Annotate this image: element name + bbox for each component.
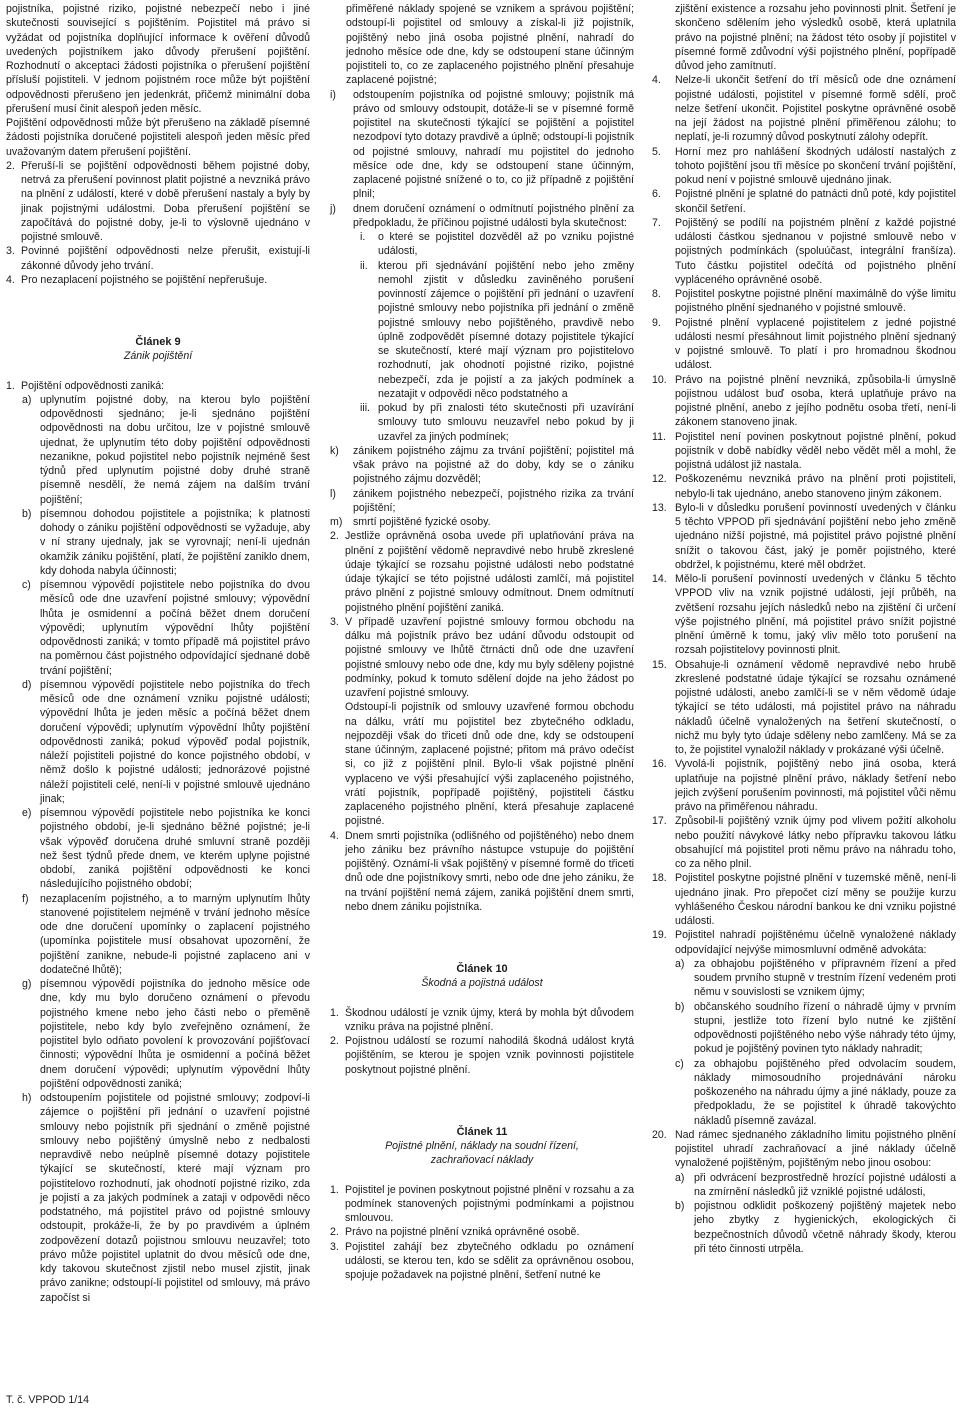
- item-text: pojistnou odklidit poškozený pojištěný majetek nebo jeho zbytky z hygienických, ekologických či bezpečnostních důvodů včetně náhrady škody, kterou při této činnosti utrpěla.: [694, 1200, 956, 1255]
- item-roman: ii.: [360, 259, 368, 272]
- numbered-item: [330, 1006, 634, 1035]
- item-text: při odvrácení bezprostředně hrozící pojistné události a na zmírnění následků již vzniklé pojistné události,: [694, 1171, 956, 1198]
- item-text: dnem doručení oznámení o odmítnutí pojistného plnění za předpokladu, že příčinou pojistné události byla skutečnost:: [353, 202, 634, 229]
- item-text: pokud by při znalosti této skutečnosti při uzavírání smlouvy tuto smlouvu neuzavřel nebo pokud by ji uzavřel za jiných podmínek;: [378, 402, 634, 443]
- item-letter: c): [22, 579, 31, 591]
- item-text: o které se pojistitel dozvěděl až po vzniku pojistné události,: [378, 231, 634, 258]
- item-text: Pojistné plnění je splatné do patnácti dnů poté, kdy pojistitel skončil šetření.: [675, 188, 956, 215]
- item-letter: b): [675, 1200, 685, 1212]
- item-text: kterou při sjednávání pojištění nebo jeho změny nemohl zjistit v důsledku zaviněného porušení povinností zájemce o pojištění při jednání o uzavření pojistné smlouvy nebo pojistníka při jednání o změně pojistné smlouvy nebo pojištěného, pravdivě nebo úplně zodpovědět písemné dotazy pojistitele týkající se skutečností, které mají význam pro pojistitelovo rozhodnutí, jak ohodnotí pojistné riziko, pojistné nebezpečí, zda je pojistí a za jakých podmínek a nezatajit v odpovědi něco podstatného a: [378, 259, 634, 400]
- numbered-item: [652, 658, 956, 758]
- numbered-item: [652, 316, 956, 373]
- item-number: 10.: [652, 373, 667, 386]
- paragraph: zjištění existence a rozsahu jeho povinnosti plnit. Šetření je skončeno sdělením jeho výsledků osobě, která uplatnila právo na pojistné plnění; na žádost této osoby jí pojistitel v písemné formě zdůvodní výši pojistného plnění, popřípadě důvod jeho zamítnutí.: [675, 3, 956, 72]
- item-number: 16.: [652, 758, 667, 771]
- article-subtitle: Zánik pojištění: [123, 350, 193, 363]
- numbered-item: [6, 159, 310, 245]
- item-text: odstoupením pojistníka od pojistné smlouvy; pojistník má právo od smlouvy odstoupit, dotáže-li se v písemné formě pojistitel na skutečnosti týkající se pojištění a pojistitel nezodpoví tyto dotazy pravdivě a úplně; odstoupí-li pojistník od pojistné smlouvy, nahradí mu pojistitel do jednoho měsíce ode dne, kdy se odstoupení stane účinným, zaplacené pojistné snížené o to, co již případně z pojištění plnil;: [353, 88, 634, 201]
- numbered-item: [652, 187, 956, 216]
- paragraph: Odstoupí-li pojistník od smlouvy uzavřené formou obchodu na dálku, vrátí mu pojistitel bez zbytečného odkladu, nejpozději však do třiceti dnů ode dne, kdy se odstoupení stane účinným, zaplacené pojistné; přitom má právo odečíst si, co již z pojištění plnil. Bylo-li však pojistné plnění vyplaceno ve výši přesahující výši zaplaceného pojistného, vrátí pojistník, popřípadě pojištěný, pojistiteli částku zaplaceného pojistného plnění, která přesahuje zaplacené pojistné.: [345, 701, 634, 828]
- article-title: Článek 9: [135, 336, 181, 348]
- article-title: Článek 10: [456, 963, 508, 975]
- roman-item: [360, 401, 634, 444]
- item-text: písemnou výpovědí pojistitele nebo pojistníka do třech měsíců ode dne oznámení vzniku pojistné události; výpovědní lhůta je jeden měsíc a počíná běžet dnem doručení výpovědi; uplynutím výpovědní lhůty pojištění odpovědnosti zaniká; pokud výpověď podal pojistník, náleží pojistiteli pojistné do konce pojistného období, v němž došlo k pojistné události; jednorázové pojistné náleží pojistiteli celé, není-li v pojistné smlouvě ujednáno jinak;: [40, 678, 310, 805]
- numbered-item: [330, 1225, 634, 1239]
- item-text: písemnou výpovědí pojistitele nebo pojistníka do dvou měsíců ode dne uzavření pojistné smlouvy; výpovědní lhůta je osmidenní a počíná běžet dnem doručení výpovědi; uplynutím výpovědní lhůty pojištění odpovědnosti zaniká; v tomto případě má pojistitel právo na poměrnou část pojistného odpovídající sjednané době trvání pojištění;: [40, 579, 310, 677]
- item-number: 1.: [330, 1006, 339, 1019]
- item-text: odstoupením pojistitele od pojistné smlouvy; zodpoví-li zájemce o pojištění při jednání o uzavření pojistné smlouvy nebo pojistník při sjednání o změně pojistné smlouvy nebo pojištěný úmyslně nebo z nedbalosti nepravdivě nebo neúplně písemné dotazy pojistitele týkající se skutečností, které mají význam pro pojistitelovo rozhodnutí, jak ohodnotí pojistné riziko, zda je pojistí a za jakých podmínek a zataji v odpovědi něco podstatného, má pojistitel právo od pojistné smlouvy odstoupit, prokáže-li, že by po pravdivém a úplném zodpovězení dotazů pojistnou smlouvu neuzavřel; toto právo může pojistitel uplatnit do dvou měsíců ode dne, kdy takovou skutečnost zjistil nebo musel zjistit, jinak právo zanikne; odstoupí-li pojistitel od smlouvy, má právo započíst si: [40, 1092, 310, 1304]
- item-letter: b): [22, 507, 32, 520]
- item-letter: i): [330, 88, 336, 101]
- item-letter: b): [675, 1000, 685, 1013]
- numbered-item: [652, 501, 956, 572]
- letter-item: [675, 1199, 956, 1256]
- item-text: písemnou výpovědí pojistníka do jednoho měsíce ode dne, kdy mu bylo doručeno oznámení o převodu pojistného kmene nebo jeho části nebo o přeměně pojistitele, nebo kdy bylo zveřejněno oznámení, že pojistitel bylo odňato povolení k provozování pojišťovací činnosti; výpovědní lhůta je osmidenní a počíná běžet dnem doručení výpovědi; uplynutím výpovědní lhůty pojištění odpovědnosti zaniká;: [40, 978, 310, 1090]
- item-letter: f): [22, 892, 29, 905]
- item-text: Škodnou událostí je vznik újmy, která by mohla být důvodem vzniku práva na pojistné plnění.: [345, 1006, 634, 1033]
- item-number: 3.: [6, 245, 15, 258]
- item-number: 17.: [652, 815, 667, 828]
- article-9-heading: [6, 335, 310, 364]
- article-10-heading: [330, 962, 634, 991]
- item-text: Obsahuje-li oznámení vědomě nepravdivé nebo hrubě zkreslené podstatné údaje týkající se rozsahu oznámené pojistné události, anebo zamlčí-li se v něm vědomě údaje týkající se této události, má pojistitel právo na náhradu nákladů účelně vynaložených na šetření skutečností, o nichž mu byly tyto údaje sděleny nebo zamlčeny. Má se za to, že pojistitel vynaložil náklady v prokázané výši účelně.: [675, 658, 956, 756]
- letter-item: [330, 202, 634, 231]
- item-text: Pojištění odpovědnosti zaniká:: [21, 379, 165, 392]
- item-text: Právo na pojistné plnění vzniká oprávněné osobě.: [345, 1226, 580, 1239]
- letter-item: [675, 1057, 956, 1128]
- item-text: Pojistnou událostí se rozumí nahodilá škodná událost krytá pojištěním, se kterou je spojen vznik povinnosti pojistitele poskytnout pojistné plnění.: [345, 1035, 634, 1076]
- roman-item: [360, 230, 634, 259]
- item-letter: l): [330, 487, 336, 500]
- numbered-item: [330, 529, 634, 615]
- item-number: 4.: [6, 273, 15, 286]
- middle-column: [330, 2, 634, 1282]
- item-text: smrtí pojištěné fyzické osoby.: [353, 516, 491, 528]
- item-text: Pojistné plnění vyplacené pojistitelem z jedné pojistné události nesmí přesáhnout limit pojistného plnění sjednaný v pojistné smlouvě. To platí i pro hromadnou škodnou událost.: [675, 316, 956, 372]
- letter-item: [22, 393, 310, 507]
- article-11-heading: [330, 1125, 634, 1168]
- numbered-item: [6, 273, 310, 287]
- item-text: Pojistitel poskytne pojistné plnění v tuzemské měně, není-li ujednáno jinak. Pro přepočet cizí měny se použije kurzu vyhlášeného Českou národní bankou ke dni vzniku pojistné události.: [675, 872, 956, 927]
- article-title: Článek 11: [456, 1125, 508, 1138]
- document-code-footer: T. č. VPPOD 1/14: [6, 1394, 90, 1406]
- left-column: [6, 2, 310, 1305]
- numbered-item: [330, 615, 634, 701]
- item-text: Povinné pojištění odpovědnosti nelze přerušit, existují-li zákonné důvody jeho trvání.: [21, 245, 310, 272]
- item-number: 18.: [652, 872, 667, 885]
- letter-item: [330, 444, 634, 487]
- item-letter: a): [22, 393, 32, 406]
- letter-item: [330, 515, 634, 529]
- item-text: Nad rámec sjednaného základního limitu pojistného plnění pojistitel uhradí zachraňovací a jiné náklady účelně vynaložené pojištěným, pojištěným nebo jinou osobou:: [675, 1128, 956, 1170]
- item-text: Pro nezaplacení pojistného se pojištění nepřerušuje.: [21, 273, 268, 286]
- item-number: 1.: [6, 379, 15, 392]
- numbered-item: [652, 373, 956, 430]
- letter-item: [22, 507, 310, 578]
- item-number: 2.: [330, 1226, 339, 1239]
- item-text: písemnou výpovědí pojistitele nebo pojistníka ke konci pojistného období, je-li sjednáno běžné pojistné; je-li však výpověď doručena druhé smluvní straně později než šest týdnů přede dnem, ve kterém uplyne pojistné období, zaniká pojištění odpovědnosti ke konci následujícího pojistného období;: [40, 807, 310, 891]
- paragraph: přiměřené náklady spojené se vznikem a správou pojištění; odstoupí-li pojistitel od smlouvy a získal-li již pojistník, pojištěný nebo jiná osoba pojistné plnění, nahradí do jednoho měsíce ode dne, kdy se odstoupení stane účinným pojistiteli to, co ze zaplaceného pojistného plnění přesahuje zaplacené pojistné;: [346, 3, 634, 87]
- article-subtitle: Škodná a pojistná událost: [421, 977, 543, 990]
- item-letter: d): [22, 678, 32, 691]
- item-number: 2.: [330, 1035, 339, 1047]
- item-number: 20.: [652, 1128, 667, 1141]
- item-number: 3.: [330, 1240, 339, 1253]
- numbered-item: [330, 1183, 634, 1226]
- item-number: 14.: [652, 573, 667, 585]
- letter-item: [22, 578, 310, 678]
- item-text: zánikem pojistného nebezpečí, pojistného rizika za trvání pojištění;: [353, 487, 634, 514]
- item-roman: iii.: [360, 402, 371, 414]
- numbered-item: [6, 244, 310, 273]
- letter-item: [22, 678, 310, 806]
- item-number: 13.: [652, 501, 667, 514]
- item-text: zánikem pojistného zájmu za trvání pojištění; pojistitel má však právo na pojistné až do doby, kdy se o zániku pojistného zájmu dozvěděl;: [353, 444, 634, 486]
- item-text: Pojistitel zahájí bez zbytečného odkladu po oznámení události, se kterou ten, kdo se sdělit za oprávněnou osobou, spojuje požadavek na pojistné plnění, šetření nutné ke: [345, 1240, 634, 1281]
- item-text: Bylo-li v důsledku porušení povinností uvedených v článku 5 těchto VPPOD při sjednávání pojištění nebo jeho změně ujednáno nižší pojistné, má pojistitel právo pojistné plnění snížit o takovou část, jaký je poměr pojistného, které obdržel, k pojistnému, které měl obdržet.: [675, 501, 956, 571]
- item-text: písemnou dohodou pojistitele a pojistníka; k platnosti dohody o zániku pojištění odpovědnosti se vyžaduje, aby v ní strany ujednaly, jak se vyrovnají; není-li ujednán okamžik zániku pojištění, platí, že pojištění zaniklo dnem, kdy dohoda nabyla účinnosti;: [40, 507, 310, 577]
- paragraph: pojistníka, pojistné riziko, pojistné nebezpečí nebo i jiné skutečnosti související s pojištěním. Pojistitel má právo si vyžádat od pojistníka doplňující informace k ověření důvodů uvedených pojistníkem jako důvody přerušení pojištění. Rozhodnutí o akceptaci žádosti pojistníka o přerušení pojištění přísluší pojistiteli. V jednom pojistném roce může být pojištění odpovědnosti přerušeno jen jedenkrát, přičemž minimální doba přerušení musí činit alespoň jeden měsíc.: [6, 3, 310, 115]
- item-number: 4.: [330, 829, 339, 842]
- numbered-item: [652, 145, 956, 188]
- item-number: 11.: [652, 430, 666, 443]
- item-text: Pojistitel poskytne pojistné plnění maximálně do výše limitu pojistného plnění sjednaného v pojistné smlouvě.: [675, 288, 956, 315]
- item-number: 2.: [330, 530, 339, 543]
- letter-item: [22, 1091, 310, 1305]
- item-letter: a): [675, 1171, 685, 1184]
- item-number: 7.: [652, 216, 661, 229]
- item-letter: a): [675, 957, 685, 970]
- item-text: Pojistitel je povinen poskytnout pojistné plnění v rozsahu a za podmínek stanovených pojistnými podmínkami a pojistnou smlouvou.: [345, 1183, 634, 1224]
- item-number: 8.: [652, 288, 661, 300]
- item-number: 15.: [652, 658, 667, 671]
- item-text: nezaplacením pojistného, a to marným uplynutím lhůty stanovené pojistitelem nejméně v trvání jednoho měsíce ode dne doručení upomínky o zaplacení pojistného (upomínka pojistitele musí obsahovat upozornění, že pojištění zanikne, nebude-li pojistné zaplaceno ani v dodatečné lhůtě);: [40, 892, 310, 976]
- item-letter: g): [22, 978, 32, 990]
- letter-item: [330, 88, 634, 202]
- item-text: V případě uzavření pojistné smlouvy formou obchodu na dálku má pojistník právo bez udání důvodu odstoupit od pojistné smlouvy ve lhůtě čtrnácti dnů ode dne uzavření pojistné smlouvy nebo ode dne, kdy mu byly sděleny pojistné podmínky, pokud k tomuto sdělení dojde na jeho žádost po uzavření pojistné smlouvy.: [345, 615, 634, 699]
- item-text: Způsobil-li pojištěný vznik újmy pod vlivem požití alkoholu nebo použití návykové látky nebo přípravku takovou látku obsahující má pojistitel proti němu právo na náhradu toho, co za něho plnil.: [675, 815, 956, 870]
- item-roman: i.: [360, 231, 366, 243]
- roman-item: [360, 259, 634, 402]
- item-text: Dnem smrti pojistníka (odlišného od pojištěného) nebo dnem jeho zániku bez právního nástupce vstupuje do pojištění pojištěný. Oznámí-li však pojištěný v písemné formě do třiceti dnů ode dne pojistníkovy smrti, nebo ode dne jeho zániku, že na trvání pojištění nemá zájem, zaniká pojištění dnem smrti, nebo dnem zániku pojistníka.: [345, 829, 634, 913]
- numbered-item: [652, 814, 956, 871]
- article-subtitle: zachraňovací náklady: [430, 1154, 534, 1167]
- item-number: 1.: [330, 1183, 339, 1196]
- letter-item: [330, 487, 634, 516]
- item-text: Horní mez pro nahlášení škodných událostí nastalých z tohoto pojištění jsou tři měsíce po skončení trvání pojištění, pokud není v pojistné smlouvě ujednáno jinak.: [675, 145, 956, 186]
- numbered-item: [652, 73, 956, 144]
- item-text: Právo na pojistné plnění nevzniká, způsobila-li úmyslně pojistnou událost buď osoba, která uplatňuje právo na pojistné plnění, anebo z jejího podnětu osoba třetí, není-li zákonem stanoveno jinak.: [675, 373, 956, 429]
- item-text: za obhajobu pojištěného před odvolacím soudem, náklady mimosoudního projednávání nároku poškozeného na náhradu újmy a jiné náklady, pouze za předpokladu, že se pojistitel k úhradě takovýchto nákladů písemně zavázal.: [694, 1057, 956, 1127]
- item-number: 2.: [6, 159, 15, 172]
- item-letter: e): [22, 807, 32, 819]
- article-subtitle: Pojistné plnění, náklady na soudní řízení,: [385, 1140, 579, 1152]
- item-letter: h): [22, 1092, 32, 1104]
- letter-item: [675, 957, 956, 1000]
- numbered-item: [330, 1240, 634, 1283]
- numbered-item: [330, 1034, 634, 1077]
- item-text: Jestliže oprávněná osoba uvede při uplatňování práva na plnění z pojištění vědomě nepravdivé nebo hrubě zkreslené údaje týkající se rozsahu pojistné události nebo podstatné údaje týkající se této pojistné události zamlčí, má pojistitel právo plnění z pojistné smlouvy odmítnout. Dnem odmítnutí pojistného plnění pojištění zaniká.: [345, 530, 634, 614]
- letter-item: [22, 977, 310, 1091]
- numbered-item: [652, 430, 956, 473]
- item-number: 4.: [652, 74, 661, 87]
- item-number: 19.: [652, 929, 667, 942]
- item-text: Poškozenému nevzniká právo na plnění proti pojistiteli, nebylo-li tak ujednáno, anebo stanoveno jiným zákonem.: [675, 473, 956, 500]
- numbered-item: [652, 757, 956, 814]
- item-number: 5.: [652, 145, 661, 158]
- item-letter: c): [675, 1057, 684, 1070]
- item-number: 3.: [330, 615, 339, 628]
- item-number: 12.: [652, 473, 667, 486]
- letter-item: [675, 1171, 956, 1200]
- item-text: Vyvolá-li pojistník, pojištěný nebo jiná osoba, která uplatňuje na pojistné plnění právo, náklady šetření nebo jejich zvýšení porušením povinnosti, má pojistitel vůči němu právo na přiměřenou náhradu.: [675, 758, 956, 813]
- numbered-item: [330, 829, 634, 915]
- numbered-item: [652, 472, 956, 501]
- numbered-item: [6, 379, 310, 393]
- numbered-item: [652, 1128, 956, 1171]
- item-text: uplynutím pojistné doby, na kterou bylo pojištění odpovědnosti sjednáno; je-li sjednáno pojištění odpovědnosti na dobu určitou, lze v pojistné smlouvě ujednat, že uplynutím této doby pojištění odpovědnosti nezanikne, pokud pojistitel nebo pojistník nejméně šest týdnů před uplynutím pojistné doby druhé straně písemně nesdělí, že nemá zájem na dalším trvání pojištění;: [40, 393, 310, 506]
- item-text: za obhajobu pojištěného v přípravném řízení a před soudem prvního stupně v trestním řízení vedeném proti němu v souvislosti se vznikem újmy;: [694, 957, 956, 999]
- item-text: Pojistitel není povinen poskytnout pojistné plnění, pokud pojistník v době nabídky věděl nebo vědět měl a mohl, že pojistná událost již nastala.: [675, 430, 956, 471]
- item-letter: m): [330, 516, 343, 528]
- item-letter: k): [330, 444, 339, 457]
- item-text: Pojištěný se podílí na pojistném plnění z každé pojistné události částkou sjednanou v pojistné smlouvě nebo v pojistných podmínkách (spoluúčast, integrální franšíza). Tuto částku pojistitel odečítá od pojistného plnění vypláceného oprávněné osobě.: [675, 216, 956, 286]
- paragraph: Pojištění odpovědnosti může být přerušeno na základě písemné žádosti pojistníka doručené pojistiteli alespoň jeden měsíc před uvažovaným datem přerušení pojištění.: [6, 117, 310, 158]
- item-text: Pojistitel nahradí pojištěnému účelně vynaložené náklady odpovídající nejvýše mimosmluvní odměně advokáta:: [675, 929, 956, 956]
- letter-item: [22, 806, 310, 892]
- item-number: 9.: [652, 316, 661, 329]
- right-column: [652, 2, 956, 1256]
- item-number: 6.: [652, 188, 661, 201]
- numbered-item: [652, 928, 956, 957]
- item-text: občanského soudního řízení o náhradě újmy v prvním stupni, jestliže toto řízení bylo nutné ke zjištění odpovědnosti pojištěného nebo výše náhrady této újmy, pokud je pojištěný povinen tyto náklady nahradit;: [694, 1000, 956, 1056]
- numbered-item: [652, 871, 956, 928]
- letter-item: [675, 1000, 956, 1057]
- numbered-item: [652, 216, 956, 287]
- item-text: Přeruší-li se pojištění odpovědnosti během pojistné doby, netrvá za přerušení povinnost platit pojistné a nevzniká právo na plnění z událostí, které v době přerušení nastaly a byly by jinak pojistnými událostmi. Doba přerušení pojištění se započítává do pojistné doby, je-li to výslovně ujednáno v pojistné smlouvě.: [21, 159, 310, 243]
- item-text: Nelze-li ukončit šetření do tří měsíců ode dne oznámení pojistné události, pojistitel v písemné formě sdělí, proč nelze šetření ukončit. Pojistitel poskytne oprávněné osobě na její žádost na pojistné plnění přiměřenou zálohu; to neplatí, je-li rozumný důvod poskytnutí zálohy odepřít.: [675, 74, 956, 144]
- numbered-item: [652, 572, 956, 658]
- item-letter: j): [330, 202, 336, 215]
- letter-item: [22, 892, 310, 978]
- item-text: Mělo-li porušení povinností uvedených v článku 5 těchto VPPOD vliv na vznik pojistné události, její průběh, na zvětšení rozsahu jejích následků nebo na zjištění či určení výše pojistného plnění, má pojistitel právo snížit pojistné plnění úměrně k tomu, jaký vliv mělo toto porušení na rozsah pojistitelovy povinnosti plnit.: [675, 573, 956, 657]
- numbered-item: [652, 287, 956, 316]
